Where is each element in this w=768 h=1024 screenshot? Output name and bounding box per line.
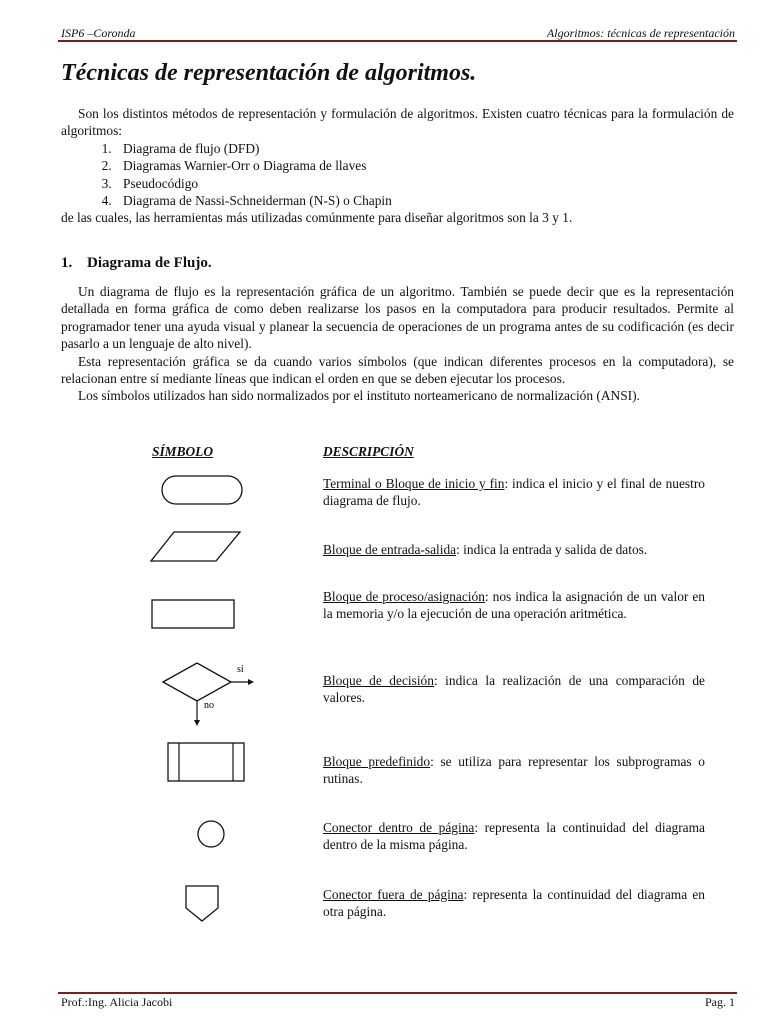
list-item: 4. Diagrama de Nassi-Schneiderman (N-S) o Chapin [115,192,734,209]
terminal-term: Terminal o Bloque de inicio y fin [323,476,505,491]
footer-author: Prof.:Ing. Alicia Jacobi [61,995,173,1009]
off-page-connector-text: : representa la continuidad del diagrama en otra página. [323,887,705,920]
process-description [323,588,705,623]
io-text: : indica la entrada y salida de datos. [456,542,648,557]
page-title: Técnicas de representación de algoritmos. [61,60,477,86]
page-number: Pag. 1 [705,995,735,1009]
on-page-connector-icon [194,817,228,851]
off-page-connector-icon [182,882,224,924]
on-page-connector-description [323,819,705,854]
page-header [61,24,735,40]
section-paragraph: Los símbolos utilizados han sido normalizados por el instituto norteamericano de normalización (ANSI). [78,388,640,404]
intro-closing: de las cuales, las herramientas más utilizadas comúnmente para diseñar algoritmos son la 3 y 1. [61,210,573,226]
intro-paragraph: Son los distintos métodos de representación y formulación de algoritmos. Existen cuatro técnicas para la formulación de algoritmos: [61,106,734,139]
process-rectangle-icon [148,597,240,632]
on-page-connector-text: : representa la continuidad del diagrama dentro de la misma página. [323,820,705,853]
header-subject: Algoritmos: técnicas de representación [546,26,735,40]
list-item: 2. Diagramas Warnier-Orr o Diagrama de llaves [115,157,734,174]
process-text: : nos indica la asignación de un valor en la memoria y/o la ejecución de una operación aritmética. [323,589,705,622]
off-page-connector-description [323,886,705,921]
header-institution: ISP6 –Coronda [61,26,136,40]
io-term: Bloque de entrada-salida [323,542,457,557]
process-term: Bloque de proceso/asignación [323,589,485,604]
decision-yes-label: si [237,664,244,675]
section-number: 1. [61,255,73,271]
predefined-description [323,753,705,788]
off-page-connector-term: Conector fuera de página [323,887,464,902]
on-page-connector-term: Conector dentro de página [323,820,475,835]
symbol-column-header: SÍMBOLO [152,444,214,459]
decision-diamond-icon [160,660,255,728]
header-divider [58,40,737,42]
predefined-text: : se utiliza para representar los subprogramas o rutinas. [323,754,705,787]
list-item: 3. Pseudocódigo [115,175,734,192]
section-paragraph: Esta representación gráfica se da cuando varios símbolos (que indican diferentes procesos en la computadora), se relacionan entre sí mediante líneas que indican el orden en que se deben ejecutar los procesos. [61,353,734,387]
section-body [61,283,734,405]
list-item: 1. Diagrama de flujo (DFD) [115,140,734,157]
section-title: Diagrama de Flujo. [87,255,212,271]
techniques-list [61,140,734,210]
decision-description [323,672,705,707]
terminal-description [323,475,705,510]
footer-divider [58,992,737,994]
terminal-symbol-icon [158,474,248,508]
description-column-header: DESCRIPCIÓN [323,444,414,459]
decision-text: : indica la realización de una comparación de valores. [323,673,705,706]
predefined-term: Bloque predefinido [323,754,431,769]
section-heading [61,255,212,272]
predefined-process-icon [164,739,250,785]
decision-no-label: no [204,700,214,711]
io-description [323,541,705,558]
io-parallelogram-icon [148,528,248,566]
decision-term: Bloque de decisión [323,673,434,688]
section-paragraph: Un diagrama de flujo es la representación gráfica de un algoritmo. También se puede decir que es la representación detallada en forma gráfica de como deben realizarse los pasos en la computadora para producir resultados. Permite al programador tener una ayuda visual y planear la secuencia de operaciones de un programa antes de su codificación (es decir pasarlo a un lenguaje de alto nivel). [61,284,734,352]
intro-section [61,105,734,227]
terminal-text: : indica el inicio y el final de nuestro diagrama de flujo. [323,476,706,509]
